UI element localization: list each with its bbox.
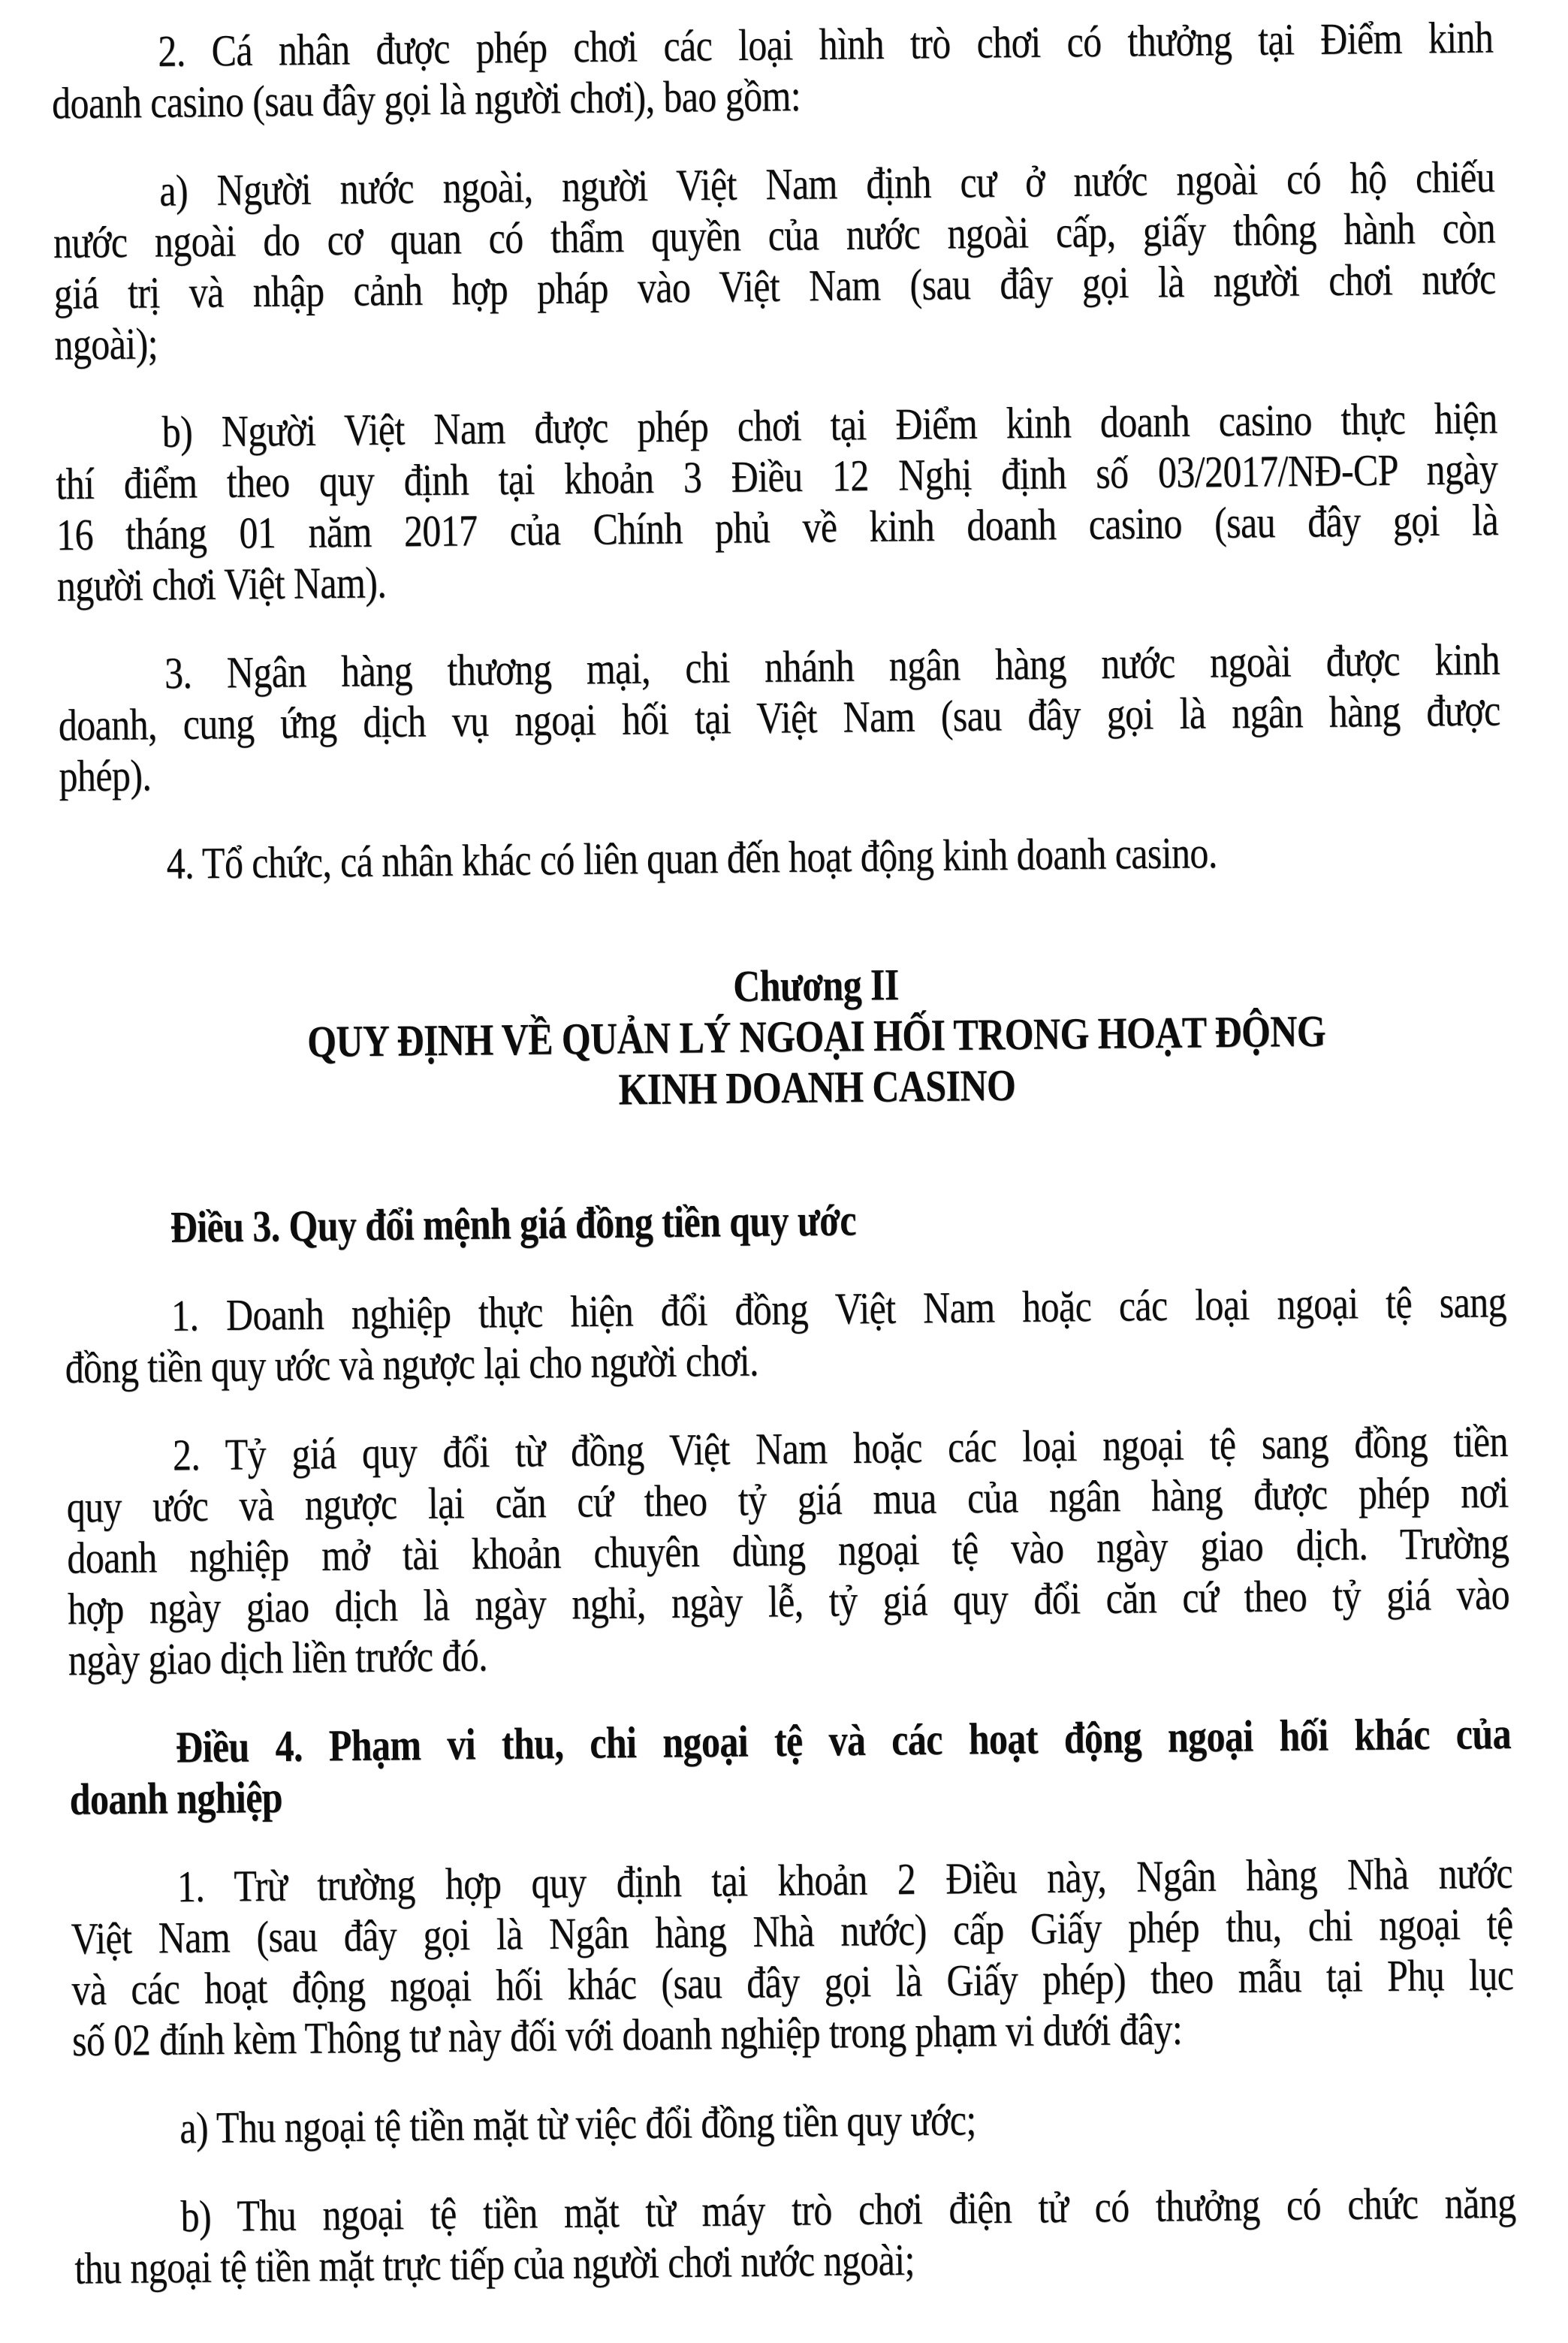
text-line: hợp ngày giao dịch là ngày nghỉ, ngày lễ, tỷ giá quy đổi căn cứ theo tỷ giá vào: [67, 1568, 1510, 1634]
text-line: nước ngoài do cơ quan có thẩm quyền của nước ngoài cấp, giấy thông hành còn: [53, 202, 1496, 268]
text-line: doanh casino (sau đây gọi là người chơi), bao gồm:: [51, 70, 801, 128]
article-4-heading: [69, 1708, 1512, 1825]
text-line: 1. Trừ trường hợp quy định tại khoản 2 Điều này, Ngân hàng Nhà nước: [176, 1847, 1513, 1912]
text-line: đồng tiền quy ước và ngược lại cho người chơi.: [65, 1334, 759, 1393]
text-line: phép).: [59, 749, 152, 801]
text-line: quy ước và ngược lại căn cứ theo tỷ giá mua của ngân hàng được phép nơi: [66, 1467, 1509, 1532]
text-line: doanh, cung ứng dịch vụ ngoại hối tại Việt Nam (sau đây gọi là ngân hàng được: [58, 684, 1500, 750]
text-line: thu ngoại tệ tiền mặt trực tiếp của người chơi nước ngoài;: [74, 2234, 915, 2293]
text-line: thí điểm theo quy định tại khoản 3 Điều 12 Nghị định số 03/2017/NĐ-CP ngày: [56, 443, 1498, 509]
text-line: 16 tháng 01 năm 2017 của Chính phủ về kinh doanh casino (sau đây gọi là: [56, 494, 1499, 560]
text-line: giá trị và nhập cảnh hợp pháp vào Việt Nam (sau đây gọi là người chơi nước: [53, 253, 1496, 318]
text-line: Điều 3. Quy đổi mệnh giá đồng tiền quy ước: [170, 1194, 857, 1253]
text-line: b) Thu ngoại tệ tiền mặt từ máy trò chơi điện tử có thưởng có chức năng: [180, 2177, 1516, 2242]
chapter-label: Chương II: [732, 959, 899, 1012]
text-line: Việt Nam (sau đây gọi là Ngân hàng Nhà nước) cấp Giấy phép thu, chi ngoại tệ: [71, 1898, 1513, 1964]
chapter-title-line: KINH DOANH CASINO: [618, 1060, 1016, 1114]
text-line: Điều 4. Phạm vi thu, chi ngoại tệ và các hoạt động ngoại hối khác của: [175, 1708, 1512, 1772]
text-line: doanh nghiệp mở tài khoản chuyên dùng ngoại tệ vào ngày giao dịch. Trường: [66, 1517, 1509, 1583]
text-line: 1. Doanh nghiệp thực hiện đổi đồng Việt Nam hoặc các loại ngoại tệ sang: [170, 1276, 1507, 1340]
document-text-block: [51, 12, 1517, 2332]
text-line: 3. Ngân hàng thương mại, chi nhánh ngân hàng nước ngoài được kinh: [164, 634, 1500, 698]
text-line: số 02 đính kèm Thông tư này đối với doanh nghiệp trong phạm vi dưới đây:: [71, 2004, 1183, 2066]
text-line: ngoài);: [54, 318, 158, 369]
text-line: doanh nghiệp: [69, 1772, 283, 1824]
text-line: ngày giao dịch liền trước đó.: [68, 1630, 488, 1685]
text-line: 2. Cá nhân được phép chơi các loại hình trò chơi có thưởng tại Điểm kinh: [157, 11, 1494, 77]
text-line: người chơi Việt Nam).: [56, 556, 387, 611]
article-4-clause-1: [71, 1847, 1515, 2066]
article-4-point-a: [73, 2088, 1515, 2155]
text-line: a) Thu ngoại tệ tiền mặt từ việc đổi đồng tiền quy ước;: [179, 2094, 976, 2153]
text-line: b) Người Việt Nam được phép chơi tại Điểm kinh doanh casino thực hiện: [161, 392, 1497, 457]
clause-4-paragraph: [59, 825, 1502, 891]
article-3-clause-2: [66, 1416, 1510, 1685]
article-3-heading: [63, 1188, 1506, 1254]
text-line: a) Người nước ngoài, người Việt Nam định cư ở nước ngoài có hộ chiếu: [158, 151, 1495, 216]
chapter-title-line: QUY ĐỊNH VỀ QUẢN LÝ NGOẠI HỐI TRONG HOẠT ĐỘNG: [306, 1006, 1326, 1067]
point-a-paragraph: [53, 152, 1497, 370]
text-line: 4. Tổ chức, cá nhân khác có liên quan đến hoạt động kinh doanh casino.: [166, 827, 1217, 888]
text-line: và các hoạt động ngoại hối khác (sau đây gọi là Giấy phép) theo mẫu tại Phụ lục: [71, 1949, 1514, 2015]
text-line: 2. Tỷ giá quy đổi từ đồng Việt Nam hoặc các loại ngoại tệ sang đồng tiền: [172, 1416, 1509, 1480]
clause-2-paragraph: [51, 12, 1494, 129]
point-b-paragraph: [55, 393, 1499, 611]
article-3-clause-1: [65, 1277, 1507, 1394]
chapter-2-heading: [61, 953, 1504, 1121]
clause-3-paragraph: [58, 634, 1501, 802]
article-4-point-b: [74, 2177, 1516, 2294]
